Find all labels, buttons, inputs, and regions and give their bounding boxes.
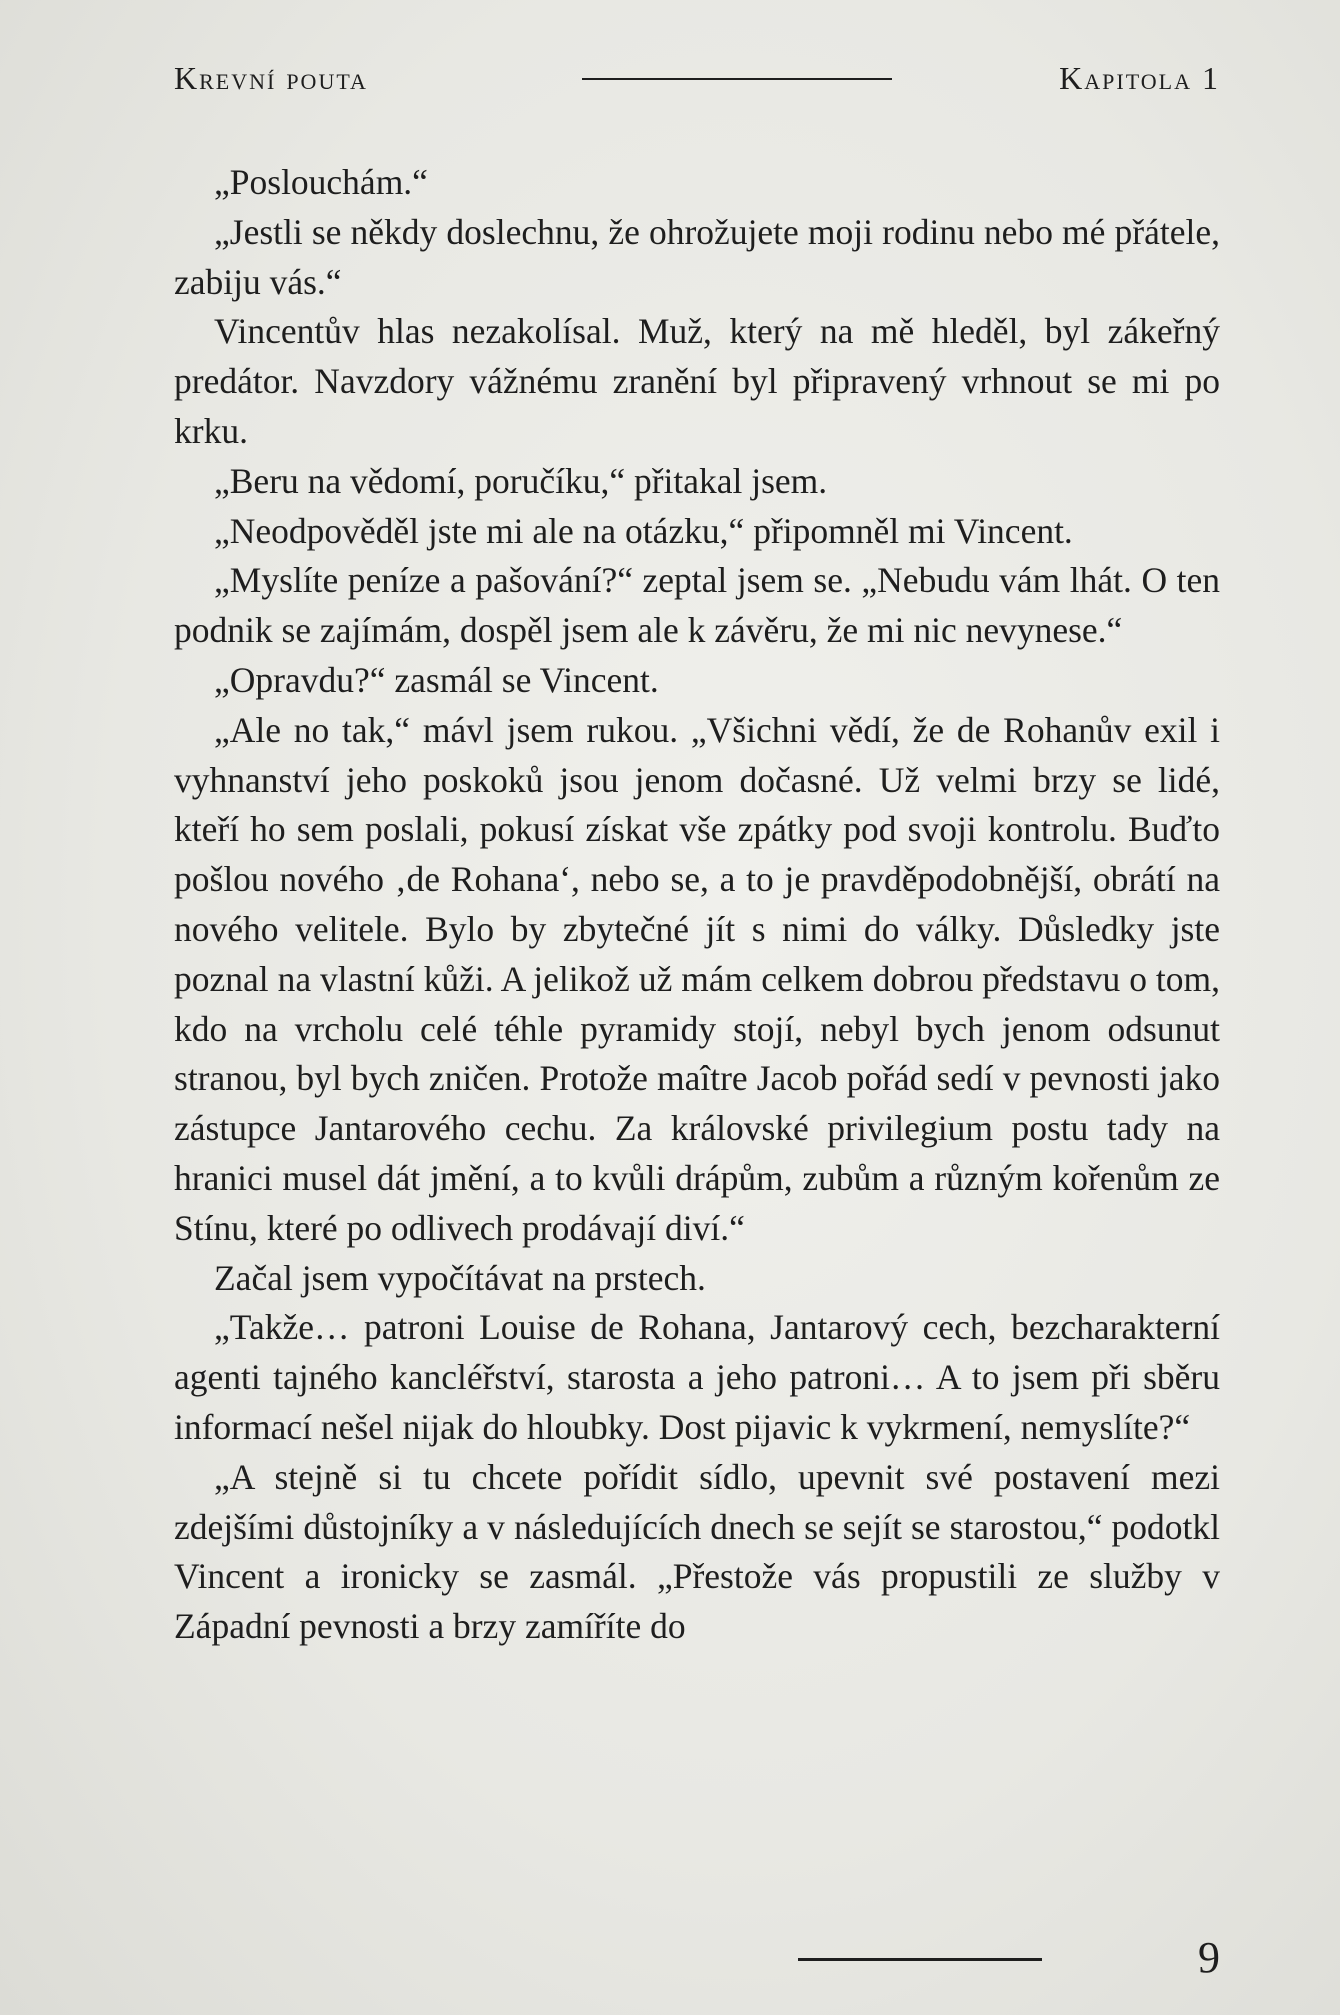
chapter-label: Kapitola 1 <box>1059 60 1220 96</box>
paragraph: „A stejně si tu chcete pořídit sídlo, upevnit své postavení mezi zdejšími důstojníky a v následujících dnech se sejít se starostou,“ podotkl Vincent a ironicky se zasmál. „Přestože vás propustili ze služby v Západní pevnosti a brzy zamíříte do <box>174 1456 1220 1647</box>
paragraph: „Jestli se někdy doslechnu, že ohrožujete moji rodinu nebo mé přátele, zabiju vás.“ <box>174 211 1220 302</box>
running-head <box>174 58 1220 98</box>
paragraph: „Neodpověděl jste mi ale na otázku,“ připomněl mi Vincent. <box>214 510 1073 551</box>
book-title: Krevní pouta <box>174 60 368 96</box>
paragraph: „Myslíte peníze a pašování?“ zeptal jsem se. „Nebudu vám lhát. O ten podnik se zajímám, dospěl jsem ale k závěru, že mi nic nevynese.“ <box>174 560 1220 651</box>
paragraph: „Opravdu?“ zasmál se Vincent. <box>214 659 659 700</box>
footer-rule <box>798 1958 1042 1961</box>
paragraph: Začal jsem vypočítávat na prstech. <box>214 1257 706 1298</box>
paragraph: Vincentův hlas nezakolísal. Muž, který na mě hleděl, byl zákeřný predátor. Navzdory vážnému zranění byl připravený vrhnout se mi po krku. <box>174 311 1220 451</box>
body-text <box>174 158 1220 1652</box>
header-rule <box>582 78 892 80</box>
paragraph: „Poslouchám.“ <box>214 162 428 202</box>
paragraph: „Ale no tak,“ mávl jsem rukou. „Všichni vědí, že de Rohanův exil i vyhnanství jeho poskoků jsou jenom dočasné. Už velmi brzy se lidé, kteří ho sem poslali, pokusí získat vše zpátky pod svoji kontrolu. Buďto pošlou nového ‚de Rohana‘, nebo se, a to je pravděpodobnější, obrátí na nového velitele. Bylo by zbytečné jít s nimi do války. Důsledky jste poznal na vlastní kůži. A jelikož už mám celkem dobrou představu o tom, kdo na vrcholu celé téhle pyramidy stojí, nebyl bych jenom odsunut stranou, byl bych zničen. Protože maître Jacob pořád sedí v pevnosti jako zástupce Jantarového cechu. Za královské privilegium postu tady na hranici musel dát jmění, a to kvůli drápům, zubům a různým kořenům ze Stínu, které po odlivech prodávají diví.“ <box>174 709 1220 1248</box>
paragraph: „Beru na vědomí, poručíku,“ přitakal jsem. <box>214 460 828 501</box>
paragraph: „Takže… patroni Louise de Rohana, Jantarový cech, bezcharakterní agenti tajného kancléřství, starosta a jeho patroni… A to jsem při sběru informací nešel nijak do hloubky. Dost pijavic k vykrmení, nemyslíte?“ <box>174 1307 1220 1447</box>
page-number: 9 <box>1198 1933 1220 1982</box>
